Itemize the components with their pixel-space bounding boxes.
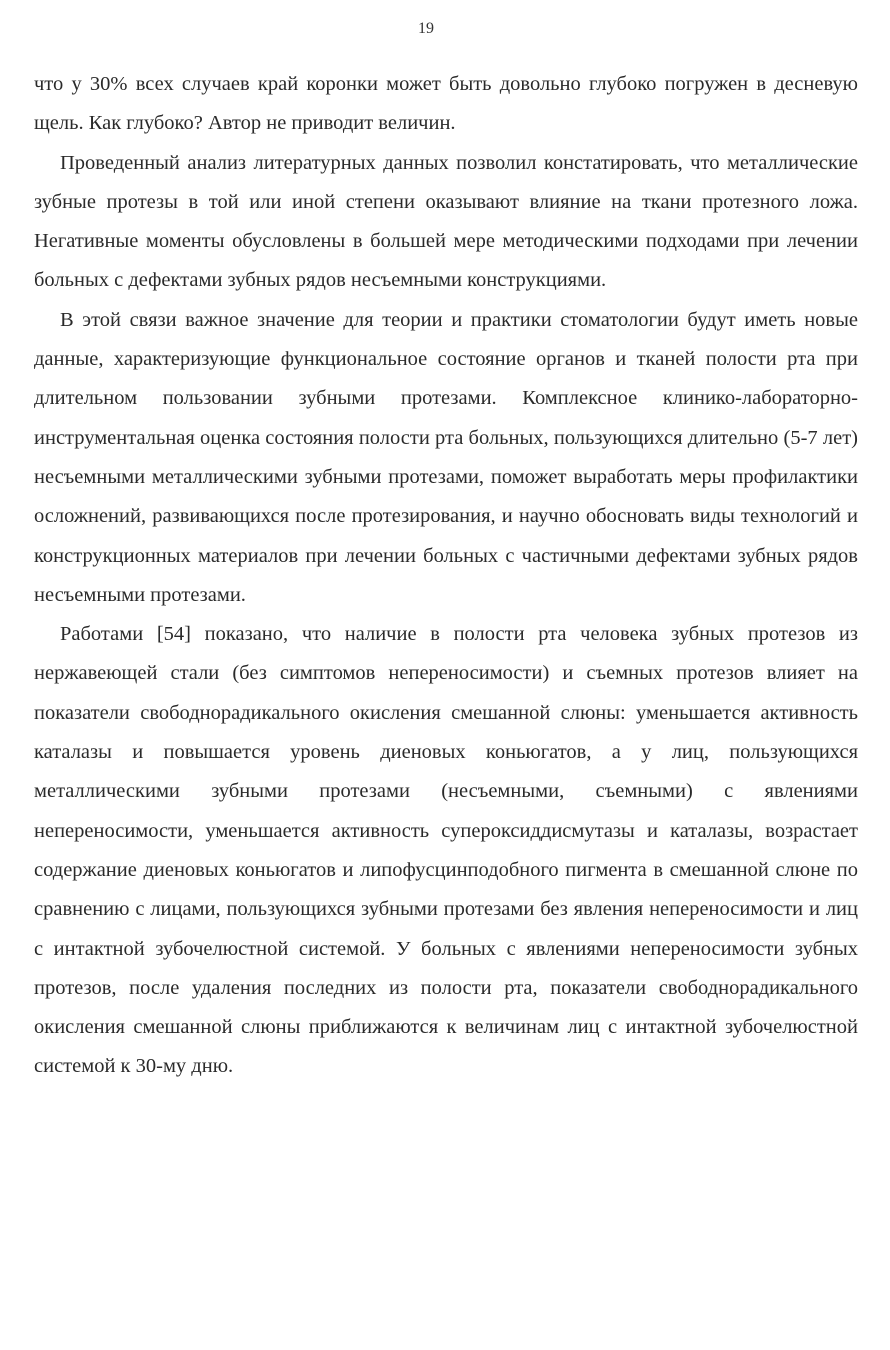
body-text — [34, 65, 858, 1087]
paragraph-significance: В этой связи важное значение для теории и практики стоматологии будут иметь новые данные, характеризующие функциональное состояние органов и тканей полости рта при длительном пользовании зубными протезами. Комплексное клинико-лабораторно-инструментальная оценка состояния полости рта больных, пользующихся длительно (5-7 лет) несъемными металлическими зубными протезами, поможет выработать меры профилактики осложнений, развивающихся после протезирования, и научно обосновать виды технологий и конструкционных материалов при лечении больных с частичными дефектами зубных рядов несъемными протезами. — [34, 308, 858, 606]
paragraph-research-findings: Работами [54] показано, что наличие в полости рта человека зубных протезов из нержавеющей стали (без симптомов непереносимости) и съемных протезов влияет на показатели свободнорадикального окисления смешанной слюны: уменьшается активность каталазы и повышается уровень диеновых коньюгатов, а у лиц, пользующихся металлическими зубными протезами (несъемными, съемными) с явлениями непереносимости, уменьшается активность супероксиддисмутазы и каталазы, возрастает содержание диеновых коньюгатов и липофусцинподобного пигмента в смешанной слюне по сравнению с лицами, пользующихся зубными протезами без явления непереносимости и лиц с интактной зубочелюстной системой. У больных с явлениями непереносимости зубных протезов, после удаления последних из полости рта, показатели свободнорадикального окисления смешанной слюны приближаются к величинам лиц с интактной зубочелюстной системой к 30-му дню. — [34, 623, 858, 1078]
paragraph-continuation: что у 30% всех случаев край коронки может быть довольно глубоко погружен в десневую щель. Как глубоко? Автор не приводит величин. — [34, 73, 858, 135]
paragraph-literature-analysis: Проведенный анализ литературных данных позволил констатировать, что металлические зубные протезы в той или иной степени оказывают влияние на ткани протезного ложа. Негативные моменты обусловлены в большей мере методическими подходами при лечении больных с дефектами зубных рядов несъемными конструкциями. — [34, 151, 858, 292]
page-number: 19 — [418, 20, 434, 37]
